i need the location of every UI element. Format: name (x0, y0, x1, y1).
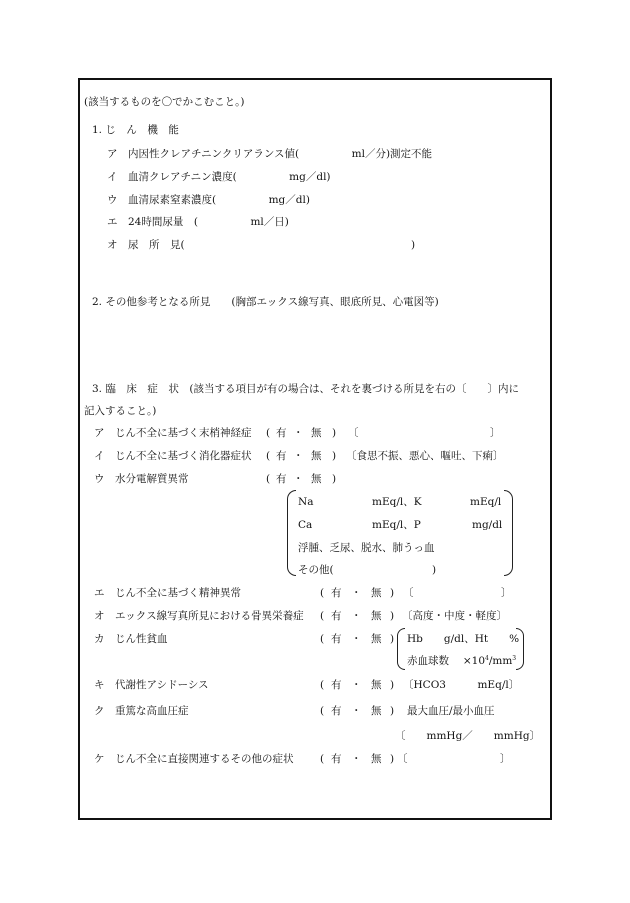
separator-dot: ・ (351, 610, 362, 622)
yes-option: 有 (331, 753, 342, 765)
separator-dot: ・ (351, 679, 362, 691)
s3-item-u-label: ウ 水分電解質異常 (94, 473, 189, 485)
no-option: 無 (371, 753, 382, 765)
s3-item-a-label: ア じん不全に基づく末梢神経症 (94, 427, 252, 439)
close-paren: ) (332, 450, 337, 462)
s3-item-i-label: イ じん不全に基づく消化器症状 (94, 450, 252, 462)
section3-title: 3. 臨 床 症 状 (該当する項目が有の場合は、それを裏づける所見を右の〔 〕内に (92, 383, 519, 395)
s3-item-ki-note: 〔HCO3 mEq/l〕 (403, 679, 520, 691)
s1-item-u: ウ 血清尿素窒素濃度( mg／dl) (107, 194, 310, 206)
open-paren: ( (320, 753, 325, 765)
open-paren: ( (320, 633, 325, 645)
separator-dot: ・ (351, 753, 362, 765)
separator-dot: ・ (293, 473, 304, 485)
bracket-close: 〕 (490, 427, 501, 439)
open-paren: ( (320, 587, 325, 599)
s3-item-o-note: 〔高度・中度・軽度〕 (402, 610, 507, 622)
na-unit: mEq/l、K (372, 496, 422, 508)
no-option: 無 (311, 450, 322, 462)
edema-text: 浮腫、乏尿、脱水、肺うっ血 (298, 542, 435, 554)
no-option: 無 (371, 633, 382, 645)
no-option: 無 (311, 427, 322, 439)
p-unit: mg/dl (472, 519, 503, 531)
bracket-open: 〔 (403, 587, 414, 599)
na-label: Na (298, 496, 314, 508)
yes-option: 有 (331, 679, 342, 691)
s1-item-o-label: オ 尿 所 見( (107, 239, 185, 251)
close-paren: ) (390, 633, 395, 645)
close-paren: ) (390, 610, 395, 622)
no-option: 無 (371, 705, 382, 717)
close-paren: ) (390, 753, 395, 765)
s3-item-i-note: 〔食思不振、悪心、嘔吐、下痢〕 (346, 450, 504, 462)
yes-option: 有 (276, 473, 287, 485)
ca-label: Ca (298, 519, 313, 531)
ca-unit: mEq/l、P (372, 519, 421, 531)
other-close: ) (432, 564, 437, 576)
s3-item-e-label: エ じん不全に基づく精神異常 (94, 587, 241, 599)
no-option: 無 (371, 587, 382, 599)
no-option: 無 (371, 679, 382, 691)
bp-values: 〔 mmHg／ mmHg〕 (395, 730, 541, 742)
yes-option: 有 (276, 427, 287, 439)
electrolyte-bracket-right (504, 490, 513, 576)
s3-item-ke-label: ケ じん不全に直接関連するその他の症状 (94, 753, 294, 765)
separator-dot: ・ (293, 427, 304, 439)
k-unit: mEq/l (470, 496, 502, 508)
s1-item-i: イ 血清クレアチニン濃度( mg／dl) (107, 171, 331, 183)
close-paren: ) (332, 427, 337, 439)
s3-item-o-label: オ エックス線写真所見における骨異栄養症 (94, 610, 304, 622)
separator-dot: ・ (293, 450, 304, 462)
open-paren: ( (320, 705, 325, 717)
bracket-open: 〔 (348, 427, 359, 439)
section3-title-cont: 記入すること。) (84, 405, 157, 417)
close-paren: ) (390, 587, 395, 599)
other-label: その他( (298, 564, 334, 576)
s3-item-ku-note: 最大血圧/最小血圧 (407, 705, 495, 717)
yes-option: 有 (331, 705, 342, 717)
no-option: 無 (311, 473, 322, 485)
close-paren: ) (390, 679, 395, 691)
yes-option: 有 (276, 450, 287, 462)
hb-ht-text: Hb g/dl、Ht % (407, 633, 520, 645)
open-paren: ( (320, 679, 325, 691)
s1-item-o-close: ) (411, 239, 416, 251)
open-paren: ( (320, 610, 325, 622)
rbc-text: 赤血球数 $\times 10^4/mm^3$ (407, 655, 517, 667)
no-option: 無 (371, 610, 382, 622)
s1-item-e: エ 24時間尿量 ( ml／日) (107, 216, 289, 228)
s3-item-ku-label: ク 重篤な高血圧症 (94, 705, 189, 717)
s1-item-a: ア 内因性クレアチニンクリアランス値( ml／分)測定不能 (107, 148, 433, 160)
s3-item-ka-label: カ じん性貧血 (94, 633, 168, 645)
bracket-open: 〔 (397, 753, 408, 765)
yes-option: 有 (331, 587, 342, 599)
close-paren: ) (390, 705, 395, 717)
section2-title: 2. その他参考となる所見 (胸部エックス線写真、眼底所見、心電図等) (92, 296, 439, 308)
anemia-bracket-left (397, 628, 405, 670)
yes-option: 有 (331, 610, 342, 622)
separator-dot: ・ (351, 587, 362, 599)
instruction-note: (該当するものを〇でかこむこと。) (84, 96, 245, 108)
separator-dot: ・ (351, 633, 362, 645)
close-paren: ) (332, 473, 337, 485)
s3-item-ki-label: キ 代謝性アシドーシス (94, 679, 209, 691)
bracket-close: 〕 (501, 587, 512, 599)
open-paren: ( (266, 450, 271, 462)
electrolyte-bracket-left (287, 490, 296, 576)
separator-dot: ・ (351, 705, 362, 717)
bracket-close: 〕 (500, 753, 511, 765)
open-paren: ( (266, 473, 271, 485)
open-paren: ( (266, 427, 271, 439)
section1-title: 1. じ ん 機 能 (92, 124, 179, 136)
yes-option: 有 (331, 633, 342, 645)
